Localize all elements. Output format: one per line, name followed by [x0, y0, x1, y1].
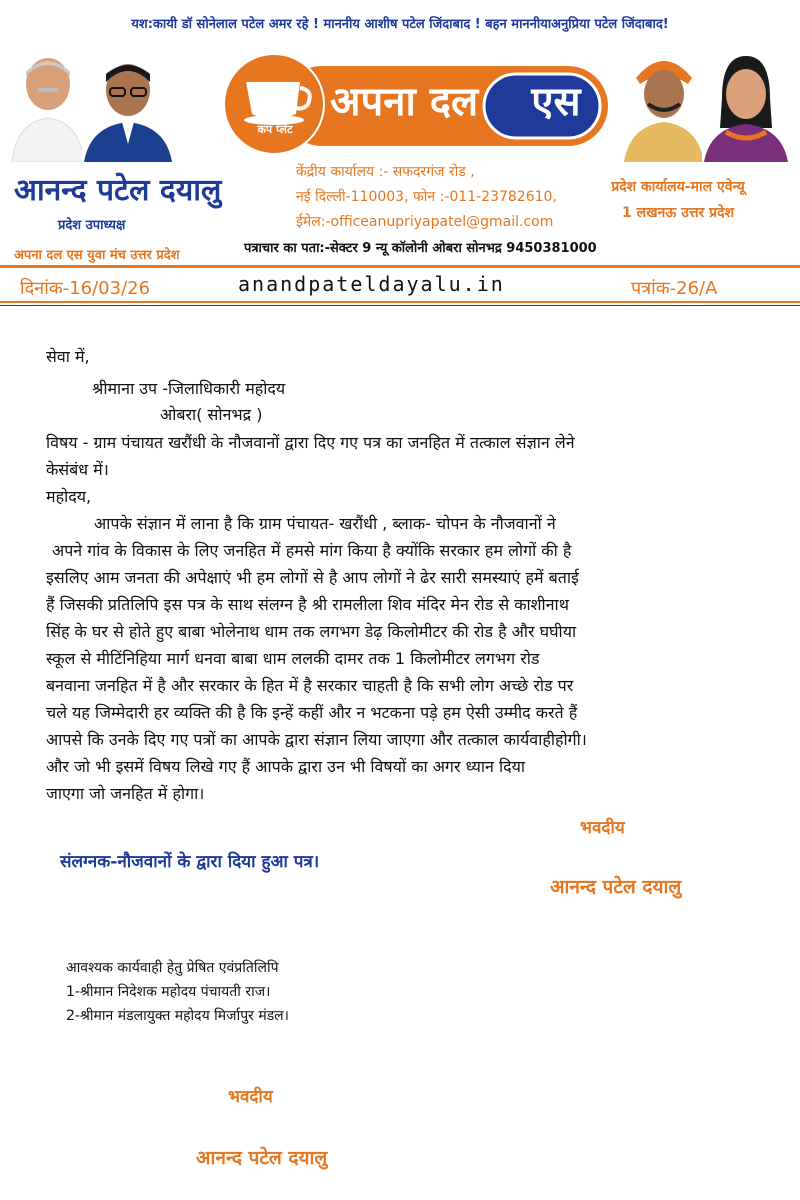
header-slogan: यश:कायी डॉ सोनेलाल पटेल अमर रहे ! माननीय आशीष पटेल जिंदाबाद ! बहन माननीयाअनुप्रिया पटेल जिंदाबाद!	[131, 17, 669, 32]
central-office-line2: नई दिल्ली-110003, फोन :-011-23782610,	[296, 189, 557, 205]
central-office-email: ईमेल:-officeanupriyapatel@gmail.com	[296, 214, 554, 230]
letter-date: दिनांक-16/03/26	[20, 278, 151, 299]
body-line: इसलिए आम जनता की अपेक्षाएं भी हम लोगों से है आप लोगों ने ढेर सारी समस्याएं हमें बताई	[46, 568, 579, 587]
leader-portrait-2	[82, 48, 174, 162]
leader-portrait-4	[702, 48, 790, 162]
attachment-note: संलग्नक-नौजवानों के द्वारा दिया हुआ पत्र।	[60, 852, 320, 872]
state-office-line2: 1 लखनऊ उत्तर प्रदेश	[621, 205, 735, 221]
recipient-location: ओबरा( सोनभद्र )	[160, 405, 263, 424]
signature: आनन्द पटेल दयालु	[550, 876, 682, 898]
cc-item: 2-श्रीमान मंडलायुक्त महोदय मिर्जापुर मंडल।	[66, 1008, 289, 1024]
leader-portrait-3	[622, 44, 706, 162]
header-divider-bottom	[0, 301, 800, 303]
closing: भवदीय	[580, 818, 625, 838]
subject-line-2: केसंबंध में।	[46, 460, 109, 479]
header-divider-thin	[0, 305, 800, 306]
body-line: हैं जिसकी प्रतिलिपि इस पत्र के साथ संलग्न है श्री रामलीला शिव मंदिर मेन रोड से काशीनाथ	[46, 595, 569, 614]
body-line: जाएगा जो जनहित में होगा।	[46, 784, 205, 803]
body-line: अपने गांव के विकास के लिए जनहित में हमसे मांग किया है क्योंकि सरकार हम लोगों की है	[52, 541, 572, 560]
central-office-line1: केंद्रीय कार्यालय :- सफदरगंज रोड ,	[296, 164, 475, 180]
body-line: और जो भी इसमें विषय लिखे गए हैं आपके द्वारा उन भी विषयों का अगर ध्यान दिया	[46, 757, 526, 776]
sender-designation: प्रदेश उपाध्यक्ष	[58, 218, 126, 233]
body-line: आपसे कि उनके दिए गए पत्रों का आपके द्वारा संज्ञान लिया जाएगा और तत्काल कार्यवाहीहोगी।	[46, 730, 587, 749]
recipient: श्रीमाना उप -जिलाधिकारी महोदय	[92, 379, 286, 398]
signature-2: आनन्द पटेल दयालु	[196, 1147, 328, 1169]
logo-suffix: एस	[531, 79, 581, 125]
state-office	[573, 174, 783, 226]
website: anandpateldayalu.in	[238, 272, 505, 296]
cc-item: 1-श्रीमान निदेशक महोदय पंचायती राज।	[66, 984, 271, 1000]
salutation-to: सेवा में,	[46, 347, 90, 366]
body-line: आपके संज्ञान में लाना है कि ग्राम पंचायत- खरौंधी , ब्लाक- चोपन के नौजवानों ने	[94, 514, 556, 533]
sender-organization: अपना दल एस युवा मंच उत्तर प्रदेश	[14, 248, 180, 263]
central-office	[296, 160, 557, 235]
body-line: बनवाना जनहित में है और सरकार के हित में है सरकार चाहती है कि सभी लोग अच्छे रोड पर	[46, 676, 574, 695]
body-line: चले यह जिम्मेदारी हर व्यक्ति की है कि इन्हें कहीं और न भटकना पड़े हम ऐसी उम्मीद करते हैं	[46, 703, 578, 722]
logo-symbol-label: कप प्लेट	[257, 123, 293, 136]
greeting: महोदय,	[46, 487, 92, 506]
header-divider-top	[0, 265, 800, 268]
correspondence-address: पत्राचार का पता:-सेक्टर 9 न्यू कॉलोनी ओबरा सोनभद्र 9450381000	[244, 241, 597, 256]
closing-2: भवदीय	[228, 1087, 273, 1107]
logo-party-name: अपना दल	[330, 79, 479, 125]
state-office-line1: प्रदेश कार्यालय-माल एवेन्यू	[611, 179, 745, 195]
body-line: सिंह के घर से होते हुए बाबा भोलेनाथ धाम तक लगभग डेढ़ किलोमीटर की रोड है और घघीया	[46, 622, 577, 641]
body-line: स्कूल से मीटिंनिहिया मार्ग धनवा बाबा धाम ललकी दामर तक 1 किलोमीटर लगभग रोड	[46, 649, 540, 668]
reference-number: पत्रांक-26/A	[631, 278, 718, 299]
subject-line-1: विषय - ग्राम पंचायत खरौंधी के नौजवानों द्वारा दिए गए पत्र का जनहित में तत्काल संज्ञान लेने	[46, 433, 575, 452]
sender-name: आनन्द पटेल दयालु	[14, 173, 222, 208]
leader-portrait-1	[8, 44, 88, 162]
cc-heading: आवश्यक कार्यवाही हेतु प्रेषित एवंप्रतिलिपि	[66, 960, 279, 976]
